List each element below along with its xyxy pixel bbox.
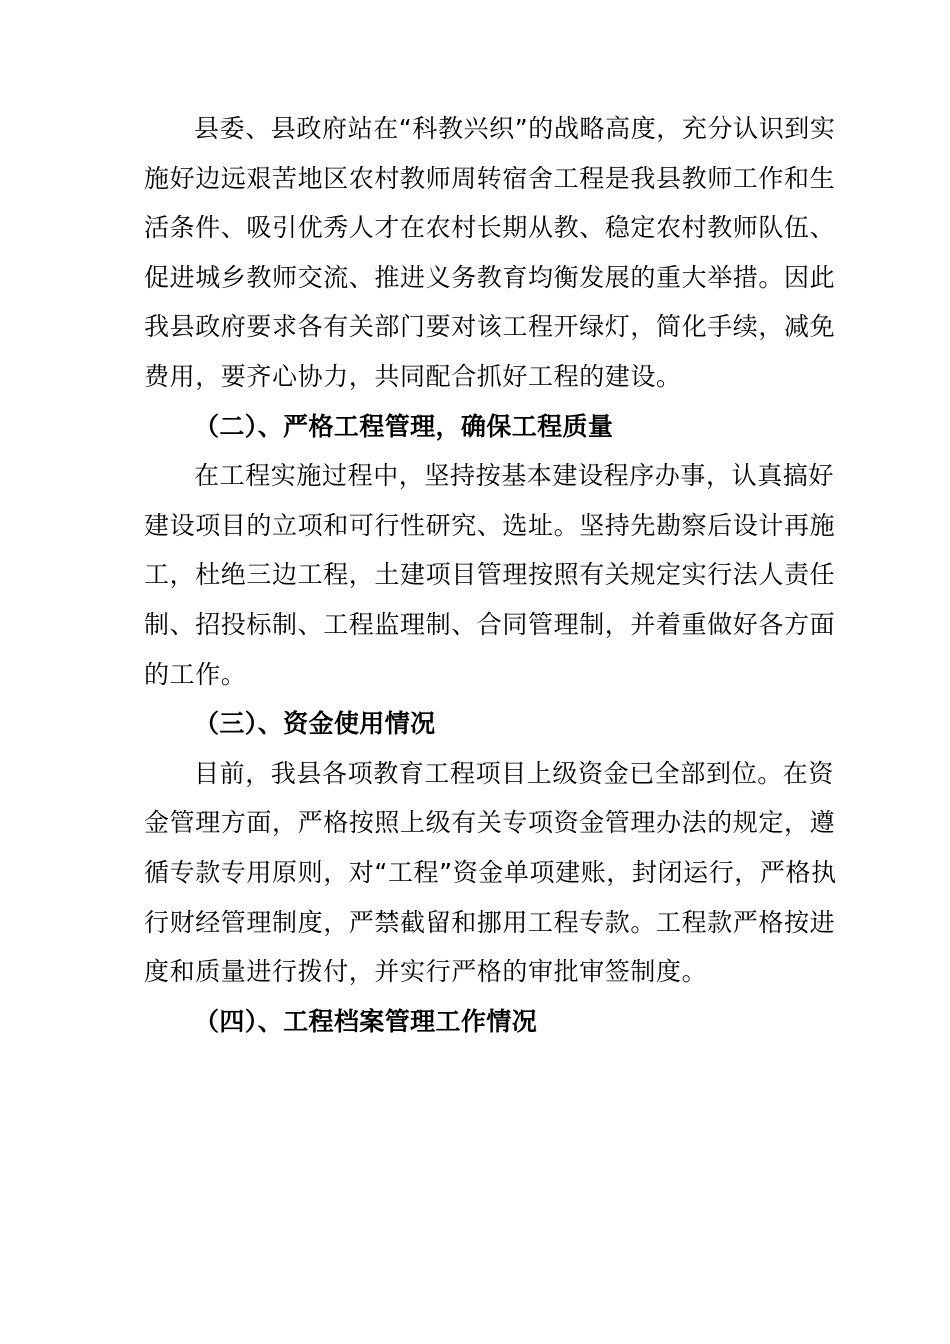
paragraph-funds-usage: 目前，我县各项教育工程项目上级资金已全部到位。在资金管理方面，严格按照上级有关专项资金管理办法的规定，遵循专款专用原则，对“工程”资金单项建账，封闭运行，严格执行财经管理制度，严禁截留和挪用工程专款。工程款严格按进度和质量进行拨付，并实行严格的审批审签制度。 [144, 758, 837, 987]
section-heading-quality: （二）、严格工程管理，确保工程质量 [194, 411, 614, 441]
paragraph-project-management: 在工程实施过程中，坚持按基本建设程序办事，认真搞好建设项目的立项和可行性研究、选址。坚持先勘察后设计再施工，杜绝三边工程，土建项目管理按照有关规定实行法人责任制、招投标制、工程监理制、合同管理制，并着重做好各方面的工作。 [144, 461, 836, 689]
section-heading-archives: （四）、工程档案管理工作情况 [194, 1006, 538, 1036]
section-heading-funds: （三）、资金使用情况 [194, 709, 436, 739]
document-body [144, 104, 844, 1046]
paragraph-county-strategy: 县委、县政府站在“科教兴织”的战略高度，充分认识到实施好边远艰苦地区农村教师周转宿舍工程是我县教师工作和生活条件、吸引优秀人才在农村长期从教、稳定农村教师队伍、促进城乡教师交流、推进义务教育均衡发展的重大举措。因此我县政府要求各有关部门要对该工程开绿灯，简化手续，减免费用，要齐心协力，共同配合抓好工程的建设。 [144, 114, 836, 391]
